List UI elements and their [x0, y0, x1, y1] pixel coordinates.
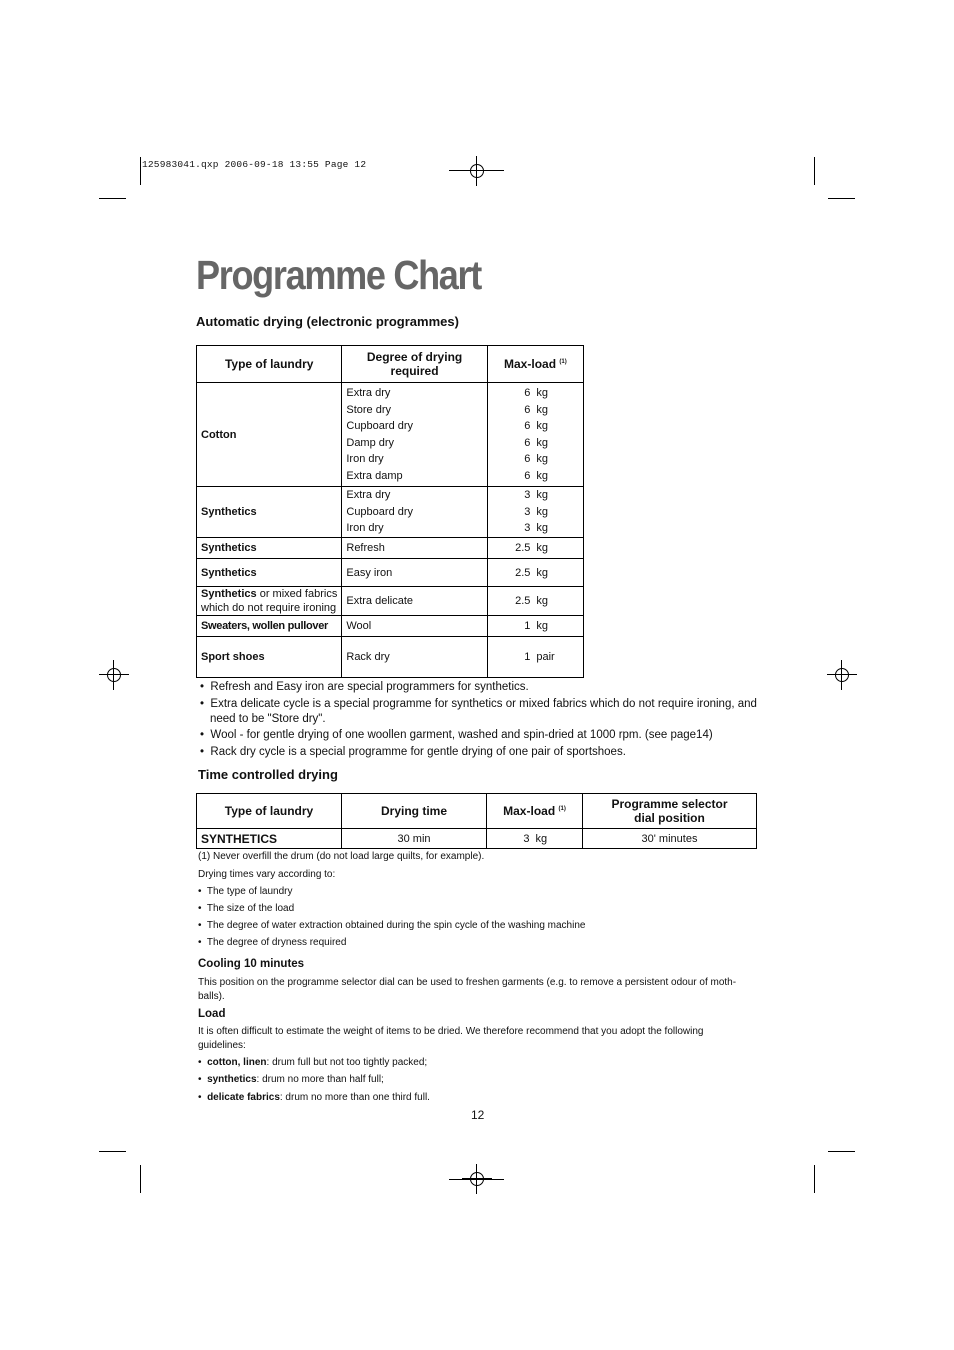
crop-mark: [99, 1151, 126, 1152]
load-cell: 3 kg 3 kg 3 kg: [487, 487, 583, 538]
programme-table: [196, 345, 584, 678]
vary-intro: Drying times vary according to:: [198, 869, 336, 880]
degree-cell: Extra delicate: [342, 587, 487, 616]
col-header-maxload: Max-load $^{(1)}$: [487, 346, 583, 383]
load-cell: 6 kg 6 kg 6 kg 6 kg 6 kg 6 kg: [487, 383, 583, 487]
note-item: • Refresh and Easy iron are special programmers for synthetics.: [200, 681, 529, 693]
crop-mark: [828, 1151, 855, 1152]
vary-item: • The degree of dryness required: [198, 937, 347, 948]
registration-mark-icon: [462, 156, 492, 186]
registration-mark-icon: [99, 660, 129, 690]
vary-item: • The type of laundry: [198, 886, 293, 897]
crop-mark: [814, 157, 815, 185]
type-cell: Synthetics: [197, 487, 342, 538]
load-cell: 2.5 kg: [487, 538, 583, 559]
load-cell: 2.5 kg: [487, 559, 583, 587]
note-item: • Rack dry cycle is a special programme for gentle drying of one pair of sportshoes.: [200, 746, 626, 758]
degree-cell: Extra dry Cupboard dry Iron dry: [342, 487, 487, 538]
type-cell: Sport shoes: [197, 637, 342, 678]
position-cell: 30' minutes: [583, 829, 757, 849]
degree-cell: Wool: [342, 616, 487, 637]
print-slug: 125983041.qxp 2006-09-18 13:55 Page 12: [142, 159, 367, 170]
page-title: Programme Chart: [196, 252, 481, 298]
crop-mark: [99, 198, 126, 199]
col-header-type: Type of laundry: [197, 794, 342, 829]
footnote: (1) Never overfill the drum (do not load large quilts, for example).: [198, 851, 485, 862]
page-number: 12: [471, 1108, 485, 1122]
type-cell: Cotton: [197, 383, 342, 487]
crop-mark: [828, 198, 855, 199]
vary-item: • The degree of water extraction obtained during the spin cycle of the washing machine: [198, 920, 586, 931]
type-cell: Synthetics: [197, 538, 342, 559]
type-cell: Synthetics: [197, 559, 342, 587]
crop-mark: [140, 1165, 141, 1193]
col-header-degree: Degree of drying required: [342, 346, 487, 383]
load-cell: 2.5 kg: [487, 587, 583, 616]
load-cell: 3 kg: [487, 829, 583, 849]
type-cell: Synthetics or mixed fabrics which do not require ironing: [197, 587, 342, 616]
degree-cell: Extra dry Store dry Cupboard dry Damp dry Iron dry Extra damp: [342, 383, 487, 487]
crop-mark: [814, 1165, 815, 1193]
time-cell: 30 min: [342, 829, 487, 849]
type-cell: SYNTHETICS: [197, 829, 342, 849]
load-cell: 1 pair: [487, 637, 583, 678]
cooling-text: This position on the programme selector dial can be used to freshen garments (e.g. to remove a persistent odour of moth-balls).: [198, 977, 737, 1002]
cooling-heading: Cooling 10 minutes: [198, 958, 305, 970]
col-header-time: Drying time: [342, 794, 487, 829]
vary-item: • The size of the load: [198, 903, 295, 914]
registration-mark-icon: [827, 660, 857, 690]
type-cell: Sweaters, wollen pullover: [197, 616, 342, 637]
note-item: • Extra delicate cycle is a special programme for synthetics or mixed fabrics which do not require ironing, and need to be "Store dry".: [200, 698, 757, 725]
load-text: It is often difficult to estimate the weight of items to be dried. We therefore recommend that you adopt the following guidelines:: [198, 1026, 704, 1051]
automatic-drying-heading: Automatic drying (electronic programmes): [196, 314, 459, 329]
registration-mark-icon: [462, 1164, 492, 1194]
load-heading: Load: [198, 1008, 226, 1020]
degree-cell: Rack dry: [342, 637, 487, 678]
load-item: • synthetics: drum no more than half full;: [198, 1074, 384, 1085]
note-item: • Wool - for gentle drying of one woollen garment, washed and spin-dried at 1000 rpm. (see page14): [200, 729, 713, 741]
col-header-type: Type of laundry: [197, 346, 342, 383]
time-controlled-heading: Time controlled drying: [198, 767, 338, 782]
load-item: • delicate fabrics: drum no more than one third full.: [198, 1092, 430, 1103]
crop-mark: [140, 157, 141, 185]
load-item: • cotton, linen: drum full but not too tightly packed;: [198, 1057, 428, 1068]
time-table: [196, 793, 757, 849]
col-header-maxload: Max-load $^{(1)}$: [487, 794, 583, 829]
col-header-position: Programme selector dial position: [583, 794, 757, 829]
degree-cell: Easy iron: [342, 559, 487, 587]
load-cell: 1 kg: [487, 616, 583, 637]
degree-cell: Refresh: [342, 538, 487, 559]
